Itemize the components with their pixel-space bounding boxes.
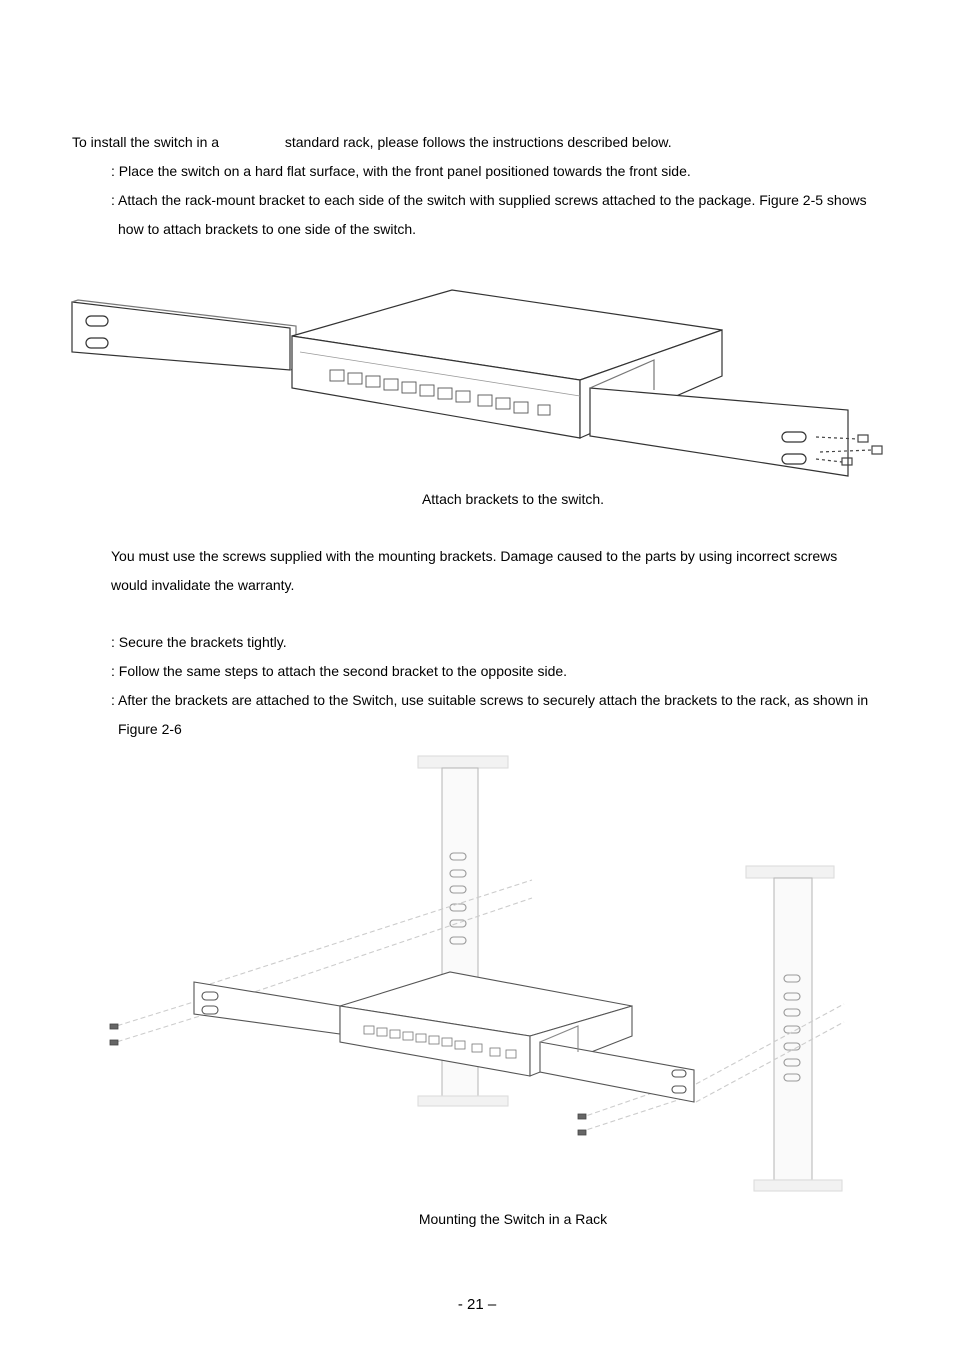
intro-line <box>72 133 672 151</box>
figure-attach-brackets <box>60 280 900 485</box>
intro-text-before: To install the switch in a <box>72 134 220 150</box>
intro-text-after: standard rack, please follows the instructions described below. <box>284 134 672 150</box>
figure-mounting-rack <box>100 752 860 1197</box>
rack-rail-cap <box>746 866 834 878</box>
step-5: : After the brackets are attached to the Switch, use suitable screws to securely attach the brackets to the rack, as shown in <box>111 692 869 708</box>
right-bracket <box>540 1042 694 1102</box>
right-bracket <box>590 388 848 476</box>
step-1: : Place the switch on a hard flat surface, with the front panel positioned towards the front side. <box>111 163 691 179</box>
step-2-cont: how to attach brackets to one side of the switch. <box>118 221 417 237</box>
step-2: : Attach the rack-mount bracket to each side of the switch with supplied screws attached to the package. Figure 2-5 shows <box>111 192 867 208</box>
step-4: : Follow the same steps to attach the second bracket to the opposite side. <box>111 663 568 679</box>
rack-rail-cap <box>754 1180 842 1191</box>
step-5-cont: Figure 2-6 <box>118 721 182 737</box>
figure2-caption: Mounting the Switch in a Rack <box>418 1211 608 1227</box>
note-line-1: You must use the screws supplied with the mounting brackets. Damage caused to the parts by using incorrect screws <box>111 548 838 564</box>
rack-rail-cap <box>418 756 508 768</box>
note-line-2: would invalidate the warranty. <box>111 577 295 593</box>
page-number: - 21 – <box>457 1296 497 1313</box>
step-3: : Secure the brackets tightly. <box>111 634 287 650</box>
left-bracket <box>194 982 340 1034</box>
figure1-caption: Attach brackets to the switch. <box>421 491 605 507</box>
rack-rail-cap <box>418 1096 508 1106</box>
rack-rail-right <box>774 878 812 1180</box>
